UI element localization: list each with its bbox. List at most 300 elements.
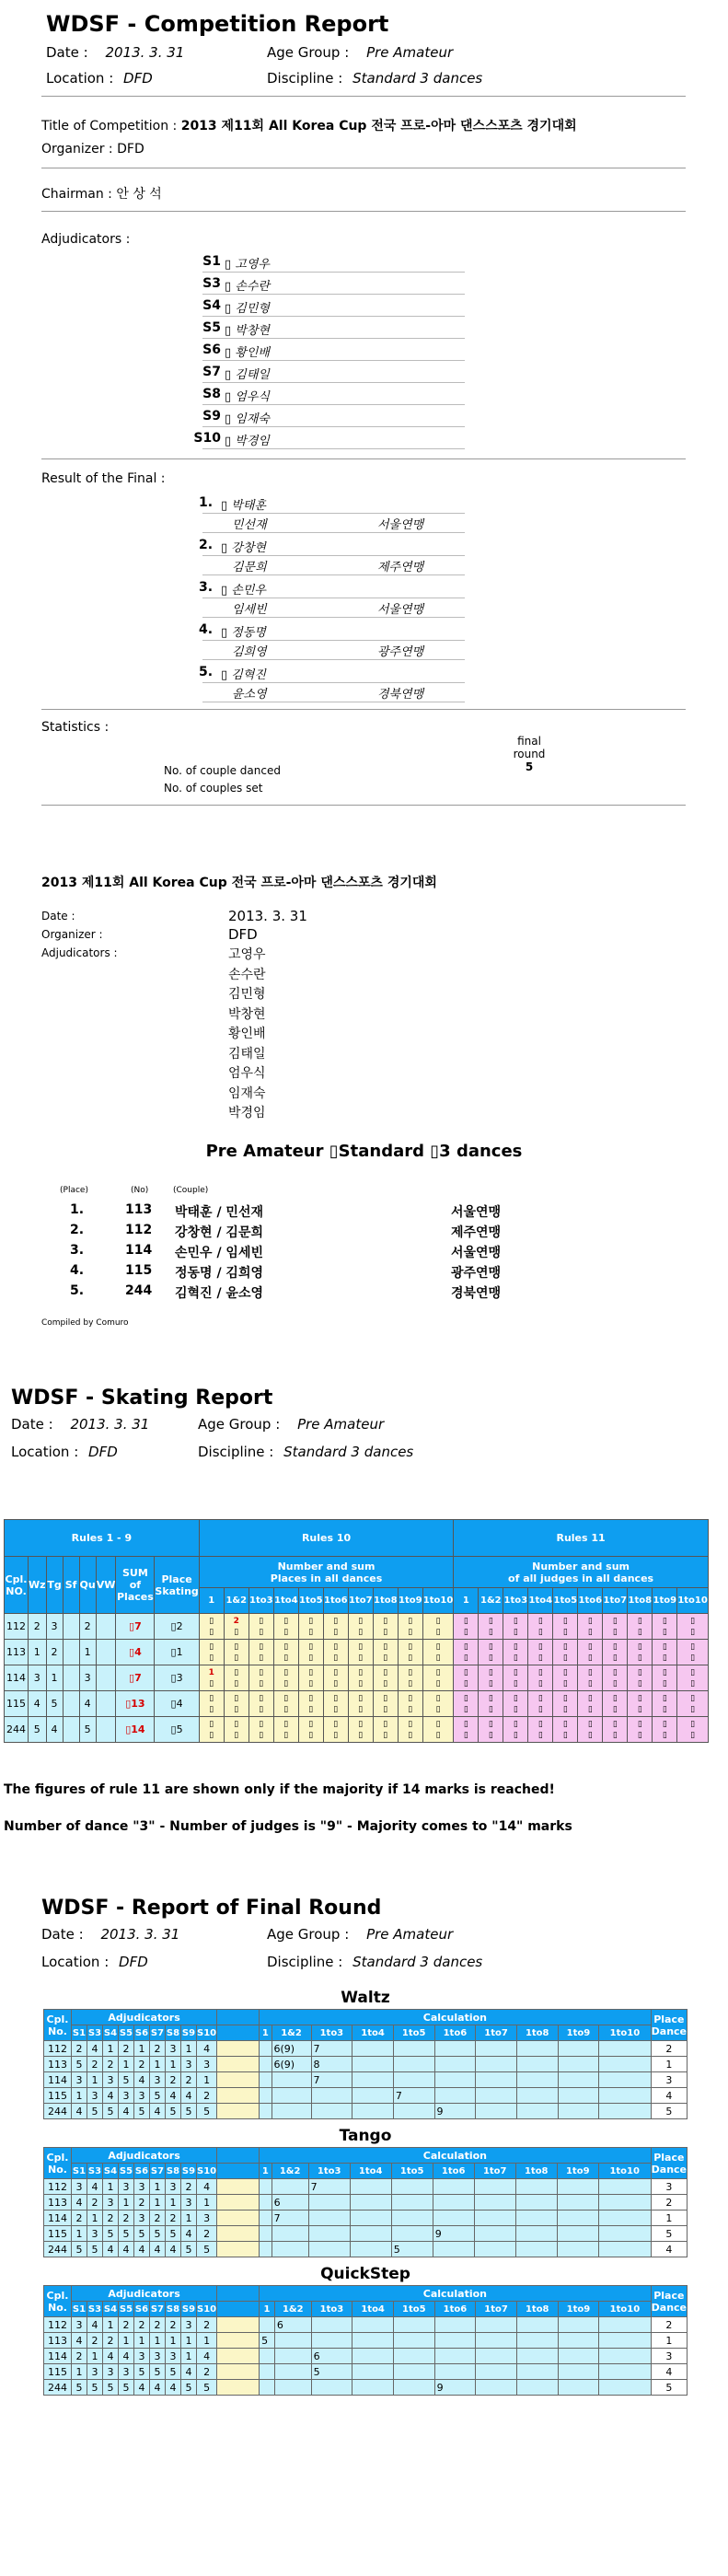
calc-cell — [474, 2242, 515, 2257]
calc-col-header: 1to4 — [350, 2164, 391, 2179]
spacer-cell — [217, 2317, 260, 2333]
calc-col-header: 1to7 — [476, 2302, 517, 2317]
calc-cell — [474, 2195, 515, 2210]
calc-cell — [393, 2041, 434, 2057]
final-cpl-header: Cpl. No. — [44, 2286, 72, 2317]
r10-cell-bottom: ▯ — [333, 1653, 339, 1663]
final-round-title: WDSF - Report of Final Round — [41, 1897, 382, 1920]
place-dance-cell: 4 — [651, 2364, 687, 2380]
spacer-cell — [217, 2226, 260, 2242]
r10-cell-top: ▯ — [408, 1719, 413, 1729]
calc-col-header: 1to9 — [558, 2025, 599, 2041]
r10-cell-top: ▯ — [259, 1693, 264, 1703]
judge-mark-cell: 3 — [181, 2057, 197, 2072]
r11-cell-bottom: ▯ — [690, 1653, 696, 1663]
adjudicator-code: S3 — [202, 276, 221, 291]
r10-col-header: 1to3 — [248, 1588, 273, 1614]
result-underline — [202, 617, 465, 618]
judge-mark-cell: 2 — [72, 2041, 87, 2057]
calc-col-header: 1to7 — [476, 2025, 517, 2041]
r10-cell — [323, 1691, 348, 1717]
summary-couple: 정동명 / 김희영 — [175, 1266, 264, 1281]
judge-mark-cell: 4 — [150, 2104, 166, 2119]
r11-cell-top: ▯ — [587, 1642, 593, 1652]
r11-cell — [603, 1665, 628, 1691]
dance-place-cell: 5 — [29, 1717, 47, 1743]
judge-col-header: S4 — [103, 2025, 119, 2041]
calc-cell: 7 — [393, 2088, 434, 2104]
adjudicator-name: ▯ 박창현 — [225, 324, 270, 338]
summary-adjudicator: 김태일 — [228, 1046, 266, 1062]
r11-cell-top: ▯ — [562, 1693, 568, 1703]
cpl-cell: 114 — [5, 1665, 29, 1691]
judge-mark-cell: 3 — [103, 2195, 119, 2210]
calc-cell — [558, 2072, 599, 2088]
r11-cell — [479, 1614, 503, 1640]
r11-cell — [503, 1717, 528, 1743]
judge-mark-cell: 4 — [150, 2242, 166, 2257]
calc-cell — [557, 2179, 598, 2195]
judge-mark-cell: 2 — [119, 2041, 134, 2057]
dance-place-cell — [63, 1640, 79, 1665]
calc-cell: 7 — [311, 2041, 352, 2057]
calc-cell — [515, 2210, 557, 2226]
sum-cell: ▯7 — [116, 1614, 155, 1640]
judge-mark-cell: 3 — [197, 2210, 217, 2226]
r11-cell-top: ▯ — [463, 1719, 468, 1729]
statistics-label: Statistics : — [41, 720, 110, 735]
discipline-row — [267, 70, 482, 87]
judge-mark-cell: 1 — [72, 2364, 87, 2380]
rules-10-sub2: Places in all dances — [270, 1572, 383, 1584]
r10-cell-bottom: ▯ — [435, 1653, 441, 1663]
cpl-cell: 112 — [5, 1614, 29, 1640]
r10-cell-top: ▯ — [435, 1693, 441, 1703]
r10-cell-top: ▯ — [209, 1719, 214, 1729]
final-cpl-cell: 244 — [44, 2104, 72, 2119]
result-place: 4. — [199, 622, 214, 637]
r10-cell — [224, 1640, 248, 1665]
calc-cell — [474, 2210, 515, 2226]
r11-cell-bottom: ▯ — [662, 1627, 667, 1637]
r10-cell-bottom: ▯ — [283, 1653, 289, 1663]
r11-cell-top: ▯ — [662, 1719, 667, 1729]
r10-cell-bottom: ▯ — [308, 1704, 314, 1714]
skating-row — [5, 1614, 709, 1640]
adjudicator-underline — [202, 338, 465, 339]
adjudicator-underline — [202, 294, 465, 295]
calc-cell: 9 — [433, 2226, 474, 2242]
summary-place: 5. — [70, 1283, 85, 1298]
r10-cell — [273, 1691, 298, 1717]
skating-row — [5, 1665, 709, 1691]
r10-cell-bottom: ▯ — [358, 1730, 364, 1740]
judge-mark-cell: 5 — [119, 2226, 134, 2242]
calc-cell: 6 — [311, 2349, 352, 2364]
calc-col-header: 1&2 — [272, 2164, 308, 2179]
calc-cell — [311, 2380, 352, 2396]
calc-cell — [598, 2210, 651, 2226]
r11-cell-bottom: ▯ — [513, 1704, 518, 1714]
spacer-header — [217, 2010, 260, 2025]
final-cpl-cell: 113 — [44, 2195, 72, 2210]
final-cpl-cell: 114 — [44, 2210, 72, 2226]
calc-cell — [516, 2333, 558, 2349]
place-dance-header: Place Dance — [651, 2010, 687, 2041]
r11-cell — [479, 1691, 503, 1717]
dance-title: Tango — [339, 2127, 392, 2145]
result-lady: 김문희 — [232, 561, 267, 574]
adjudicator-code: S1 — [202, 254, 221, 269]
adjudicators-label: Adjudicators : — [41, 232, 131, 247]
judge-mark-cell: 1 — [87, 2210, 103, 2226]
r11-cell-bottom: ▯ — [587, 1704, 593, 1714]
r10-cell-bottom: ▯ — [333, 1704, 339, 1714]
r11-cell — [628, 1614, 653, 1640]
final-row — [44, 2104, 688, 2119]
summary-place: 4. — [70, 1263, 85, 1278]
calc-cell — [599, 2088, 651, 2104]
calc-col-header: 1to8 — [515, 2164, 557, 2179]
calculation-header: Calculation — [260, 2010, 652, 2025]
r11-cell-bottom: ▯ — [463, 1627, 468, 1637]
r11-cell-bottom: ▯ — [513, 1730, 518, 1740]
place-dance-cell: 4 — [651, 2242, 687, 2257]
calc-cell — [515, 2242, 557, 2257]
dance-place-cell — [96, 1640, 116, 1665]
calc-col-header: 1to3 — [311, 2302, 352, 2317]
r11-cell — [479, 1640, 503, 1665]
calc-cell — [558, 2364, 599, 2380]
r11-col-header: 1to5 — [553, 1588, 578, 1614]
judge-mark-cell: 2 — [87, 2195, 103, 2210]
r11-cell-top: ▯ — [513, 1616, 518, 1626]
judge-mark-cell: 4 — [181, 2088, 197, 2104]
r11-cell — [603, 1717, 628, 1743]
r10-cell — [248, 1717, 273, 1743]
summary-adjudicators-label: Adjudicators : — [41, 946, 118, 959]
stat-col-header — [511, 735, 548, 773]
r10-cell — [398, 1640, 422, 1665]
r10-cell — [323, 1640, 348, 1665]
result-club: 서울연맹 — [377, 603, 424, 617]
r11-col-header: 1to4 — [528, 1588, 553, 1614]
calc-cell — [599, 2041, 651, 2057]
r11-cell — [677, 1717, 709, 1743]
r10-cell-bottom: ▯ — [209, 1704, 214, 1714]
r11-cell-top: ▯ — [612, 1642, 618, 1652]
final-location-row — [41, 1954, 148, 1970]
r11-cell-top: ▯ — [488, 1667, 493, 1677]
calc-cell — [274, 2380, 311, 2396]
r10-cell-top: ▯ — [358, 1667, 364, 1677]
judge-mark-cell: 2 — [103, 2210, 119, 2226]
r11-cell-top: ▯ — [662, 1616, 667, 1626]
r10-cell-bottom: ▯ — [358, 1653, 364, 1663]
calc-cell: 9 — [434, 2380, 476, 2396]
judge-mark-cell: 2 — [72, 2349, 87, 2364]
result-underline — [202, 532, 465, 533]
calc-col-header: 1 — [260, 2025, 272, 2041]
result-label: Result of the Final : — [41, 471, 166, 486]
calc-col-header: 1to9 — [558, 2302, 599, 2317]
r11-cell-top: ▯ — [637, 1693, 642, 1703]
final-cpl-cell: 112 — [44, 2317, 72, 2333]
calc-col-header: 1&2 — [272, 2025, 311, 2041]
r11-cell-top: ▯ — [690, 1642, 696, 1652]
r10-cell-top: ▯ — [283, 1667, 289, 1677]
r10-cell — [422, 1640, 454, 1665]
skating-date-label: Date : — [11, 1416, 53, 1433]
calc-cell: 8 — [311, 2057, 352, 2072]
calc-cell — [558, 2349, 599, 2364]
calc-cell — [352, 2072, 394, 2088]
r11-cell-bottom: ▯ — [662, 1653, 667, 1663]
r11-cell — [578, 1691, 603, 1717]
judge-mark-cell: 5 — [72, 2380, 87, 2396]
r10-cell-top: ▯ — [358, 1719, 364, 1729]
r11-col-header: 1to6 — [578, 1588, 603, 1614]
skating-header-row — [5, 1520, 709, 1557]
r10-cell-bottom: ▯ — [308, 1730, 314, 1740]
place-dance-cell: 5 — [651, 2380, 687, 2396]
dance-col-header: Qu — [79, 1557, 96, 1614]
r11-cell — [503, 1614, 528, 1640]
col-place-header: (Place) — [60, 1186, 88, 1195]
judge-mark-cell: 4 — [197, 2349, 217, 2364]
adjudicator-code: S4 — [202, 298, 221, 313]
r11-cell-bottom: ▯ — [587, 1730, 593, 1740]
calc-cell — [260, 2072, 272, 2088]
summary-date: 2013. 3. 31 — [228, 908, 307, 924]
r11-cell-top: ▯ — [637, 1667, 642, 1677]
calc-cell — [260, 2380, 275, 2396]
r11-cell — [677, 1691, 709, 1717]
place-dance-cell: 3 — [651, 2349, 687, 2364]
r10-cell-bottom: ▯ — [383, 1678, 388, 1688]
calc-cell — [393, 2333, 434, 2349]
skating-discipline-row — [198, 1444, 413, 1460]
r10-cell-bottom: ▯ — [283, 1627, 289, 1637]
r11-cell-top: ▯ — [562, 1616, 568, 1626]
judge-mark-cell: 5 — [150, 2226, 166, 2242]
r11-cell-bottom: ▯ — [690, 1627, 696, 1637]
rules-1-9-header: Rules 1 - 9 — [5, 1520, 200, 1557]
r10-cell-top: ▯ — [333, 1719, 339, 1729]
adjudicator-code: S8 — [202, 387, 221, 401]
skating-report-title: WDSF - Skating Report — [11, 1387, 273, 1410]
judge-col-header: S1 — [72, 2302, 87, 2317]
judge-mark-cell: 1 — [197, 2195, 217, 2210]
location-row — [46, 70, 153, 87]
r10-cell — [248, 1614, 273, 1640]
r10-cell-top: ▯ — [209, 1693, 214, 1703]
calc-cell — [260, 2041, 272, 2057]
r10-cell-bottom: ▯ — [259, 1678, 264, 1688]
judge-mark-cell: 3 — [166, 2349, 181, 2364]
final-discipline-value: Standard 3 dances — [352, 1954, 483, 1970]
adjudicator-code: S5 — [202, 320, 221, 335]
r11-cell-bottom: ▯ — [537, 1730, 543, 1740]
calc-col-header: 1to8 — [516, 2025, 558, 2041]
final-header-row — [44, 2286, 688, 2302]
final-header-row — [44, 2010, 688, 2025]
r10-cell-top: ▯ — [333, 1616, 339, 1626]
judge-mark-cell: 4 — [72, 2195, 87, 2210]
judge-col-header: S7 — [150, 2025, 166, 2041]
judge-mark-cell: 4 — [119, 2104, 134, 2119]
calc-cell — [272, 2242, 308, 2257]
r10-cell-bottom: ▯ — [283, 1678, 289, 1688]
judge-mark-cell: 4 — [181, 2226, 197, 2242]
calc-col-header: 1to3 — [308, 2164, 350, 2179]
judge-mark-cell: 1 — [72, 2088, 87, 2104]
r10-cell-bottom: ▯ — [435, 1730, 441, 1740]
calc-cell — [434, 2349, 476, 2364]
judge-mark-cell: 5 — [150, 2364, 166, 2380]
r11-cell — [503, 1691, 528, 1717]
r11-cell-top: ▯ — [513, 1719, 518, 1729]
judge-mark-cell: 5 — [87, 2380, 103, 2396]
calc-cell: 7 — [308, 2179, 350, 2195]
summary-couple: 강창현 / 김문희 — [175, 1225, 264, 1240]
date-label: Date : — [46, 44, 88, 61]
skating-discipline-label: Discipline : — [198, 1444, 274, 1460]
r10-cell — [348, 1614, 373, 1640]
r11-cell-bottom: ▯ — [513, 1678, 518, 1688]
calc-col-header: 1to5 — [393, 2302, 434, 2317]
calc-cell — [260, 2088, 272, 2104]
calc-cell — [476, 2104, 517, 2119]
r10-col-header: 1to7 — [348, 1588, 373, 1614]
calc-cell — [515, 2179, 557, 2195]
spacer-subheader — [217, 2302, 260, 2317]
r11-cell-top: ▯ — [562, 1719, 568, 1729]
r10-cell — [348, 1665, 373, 1691]
calc-cell — [260, 2057, 272, 2072]
skating-table — [4, 1519, 709, 1743]
r11-cell-bottom: ▯ — [587, 1627, 593, 1637]
r10-cell — [199, 1665, 224, 1691]
final-cpl-cell: 114 — [44, 2349, 72, 2364]
final-subheader-row — [44, 2025, 688, 2041]
judge-col-header: S6 — [134, 2164, 150, 2179]
judge-mark-cell: 5 — [134, 2364, 150, 2380]
calc-cell — [393, 2317, 434, 2333]
r11-cell-bottom: ▯ — [562, 1653, 568, 1663]
calc-cell — [311, 2317, 352, 2333]
r10-cell — [199, 1614, 224, 1640]
r10-cell — [298, 1665, 323, 1691]
calc-cell — [516, 2317, 558, 2333]
dance-place-cell: 4 — [79, 1691, 96, 1717]
judge-mark-cell: 5 — [166, 2364, 181, 2380]
r11-col-header: 1to9 — [653, 1588, 677, 1614]
judge-col-header: S3 — [87, 2025, 103, 2041]
r11-cell-bottom: ▯ — [662, 1678, 667, 1688]
judge-mark-cell: 2 — [166, 2317, 181, 2333]
judge-mark-cell: 5 — [166, 2104, 181, 2119]
calc-cell — [260, 2364, 275, 2380]
place-dance-cell: 1 — [651, 2333, 687, 2349]
r11-cell — [479, 1717, 503, 1743]
final-date-value: 2013. 3. 31 — [100, 1926, 180, 1943]
r11-cell-top: ▯ — [513, 1667, 518, 1677]
calc-cell — [391, 2195, 433, 2210]
adjudicator-name: ▯ 박경임 — [225, 435, 270, 448]
judge-mark-cell: 5 — [87, 2242, 103, 2257]
summary-place: 3. — [70, 1243, 85, 1258]
calc-cell — [391, 2179, 433, 2195]
calc-cell — [352, 2317, 394, 2333]
r10-cell-bottom: ▯ — [308, 1653, 314, 1663]
calc-cell — [476, 2364, 517, 2380]
judge-mark-cell: 1 — [150, 2195, 166, 2210]
skating-row — [5, 1691, 709, 1717]
place-dance-cell: 4 — [651, 2088, 687, 2104]
judge-col-header: S1 — [72, 2164, 87, 2179]
r11-cell — [628, 1691, 653, 1717]
r11-cell-bottom: ▯ — [562, 1704, 568, 1714]
calc-cell — [516, 2380, 558, 2396]
adjudicator-code: S6 — [202, 342, 221, 357]
calc-cell — [260, 2349, 275, 2364]
place-dance-cell: 5 — [651, 2104, 687, 2119]
result-club: 제주연맹 — [377, 561, 424, 574]
result-underline — [202, 640, 465, 641]
judge-col-header: S3 — [87, 2302, 103, 2317]
judge-mark-cell: 4 — [181, 2364, 197, 2380]
judge-mark-cell: 1 — [87, 2349, 103, 2364]
r10-col-header: 1to6 — [323, 1588, 348, 1614]
r11-cell-bottom: ▯ — [690, 1704, 696, 1714]
judge-mark-cell: 3 — [119, 2179, 134, 2195]
calc-col-header: 1to6 — [434, 2302, 476, 2317]
final-discipline-row — [267, 1954, 482, 1970]
r11-cell-bottom: ▯ — [637, 1730, 642, 1740]
r10-cell-top: ▯ — [308, 1693, 314, 1703]
judge-mark-cell: 4 — [87, 2179, 103, 2195]
r10-cell-bottom: ▯ — [234, 1678, 239, 1688]
organizer-label: Organizer : — [41, 142, 113, 157]
skating-note-1: The figures of rule 11 are shown only if the majority if 14 marks is reached! — [4, 1782, 555, 1797]
r11-cell — [578, 1665, 603, 1691]
calc-cell — [433, 2179, 474, 2195]
final-row — [44, 2195, 688, 2210]
calc-cell — [308, 2195, 350, 2210]
calc-cell — [352, 2104, 394, 2119]
judge-mark-cell: 3 — [72, 2317, 87, 2333]
r11-col-header: 1to7 — [603, 1588, 628, 1614]
judge-mark-cell: 3 — [134, 2179, 150, 2195]
r10-cell — [224, 1614, 248, 1640]
final-location-value: DFD — [119, 1954, 148, 1970]
place-cell: ▯2 — [155, 1614, 199, 1640]
calc-cell — [599, 2104, 651, 2119]
r10-cell-bottom: ▯ — [209, 1627, 214, 1637]
calc-cell — [433, 2210, 474, 2226]
dance-place-cell: 3 — [46, 1614, 63, 1640]
final-round-table — [43, 2285, 688, 2396]
calc-cell — [260, 2317, 275, 2333]
calc-cell — [476, 2333, 517, 2349]
r10-cell-top: ▯ — [333, 1642, 339, 1652]
calc-cell — [598, 2226, 651, 2242]
calc-cell: 7 — [311, 2072, 352, 2088]
judge-mark-cell: 1 — [150, 2333, 166, 2349]
r11-cell-bottom: ▯ — [637, 1678, 642, 1688]
place-dance-cell: 3 — [651, 2072, 687, 2088]
